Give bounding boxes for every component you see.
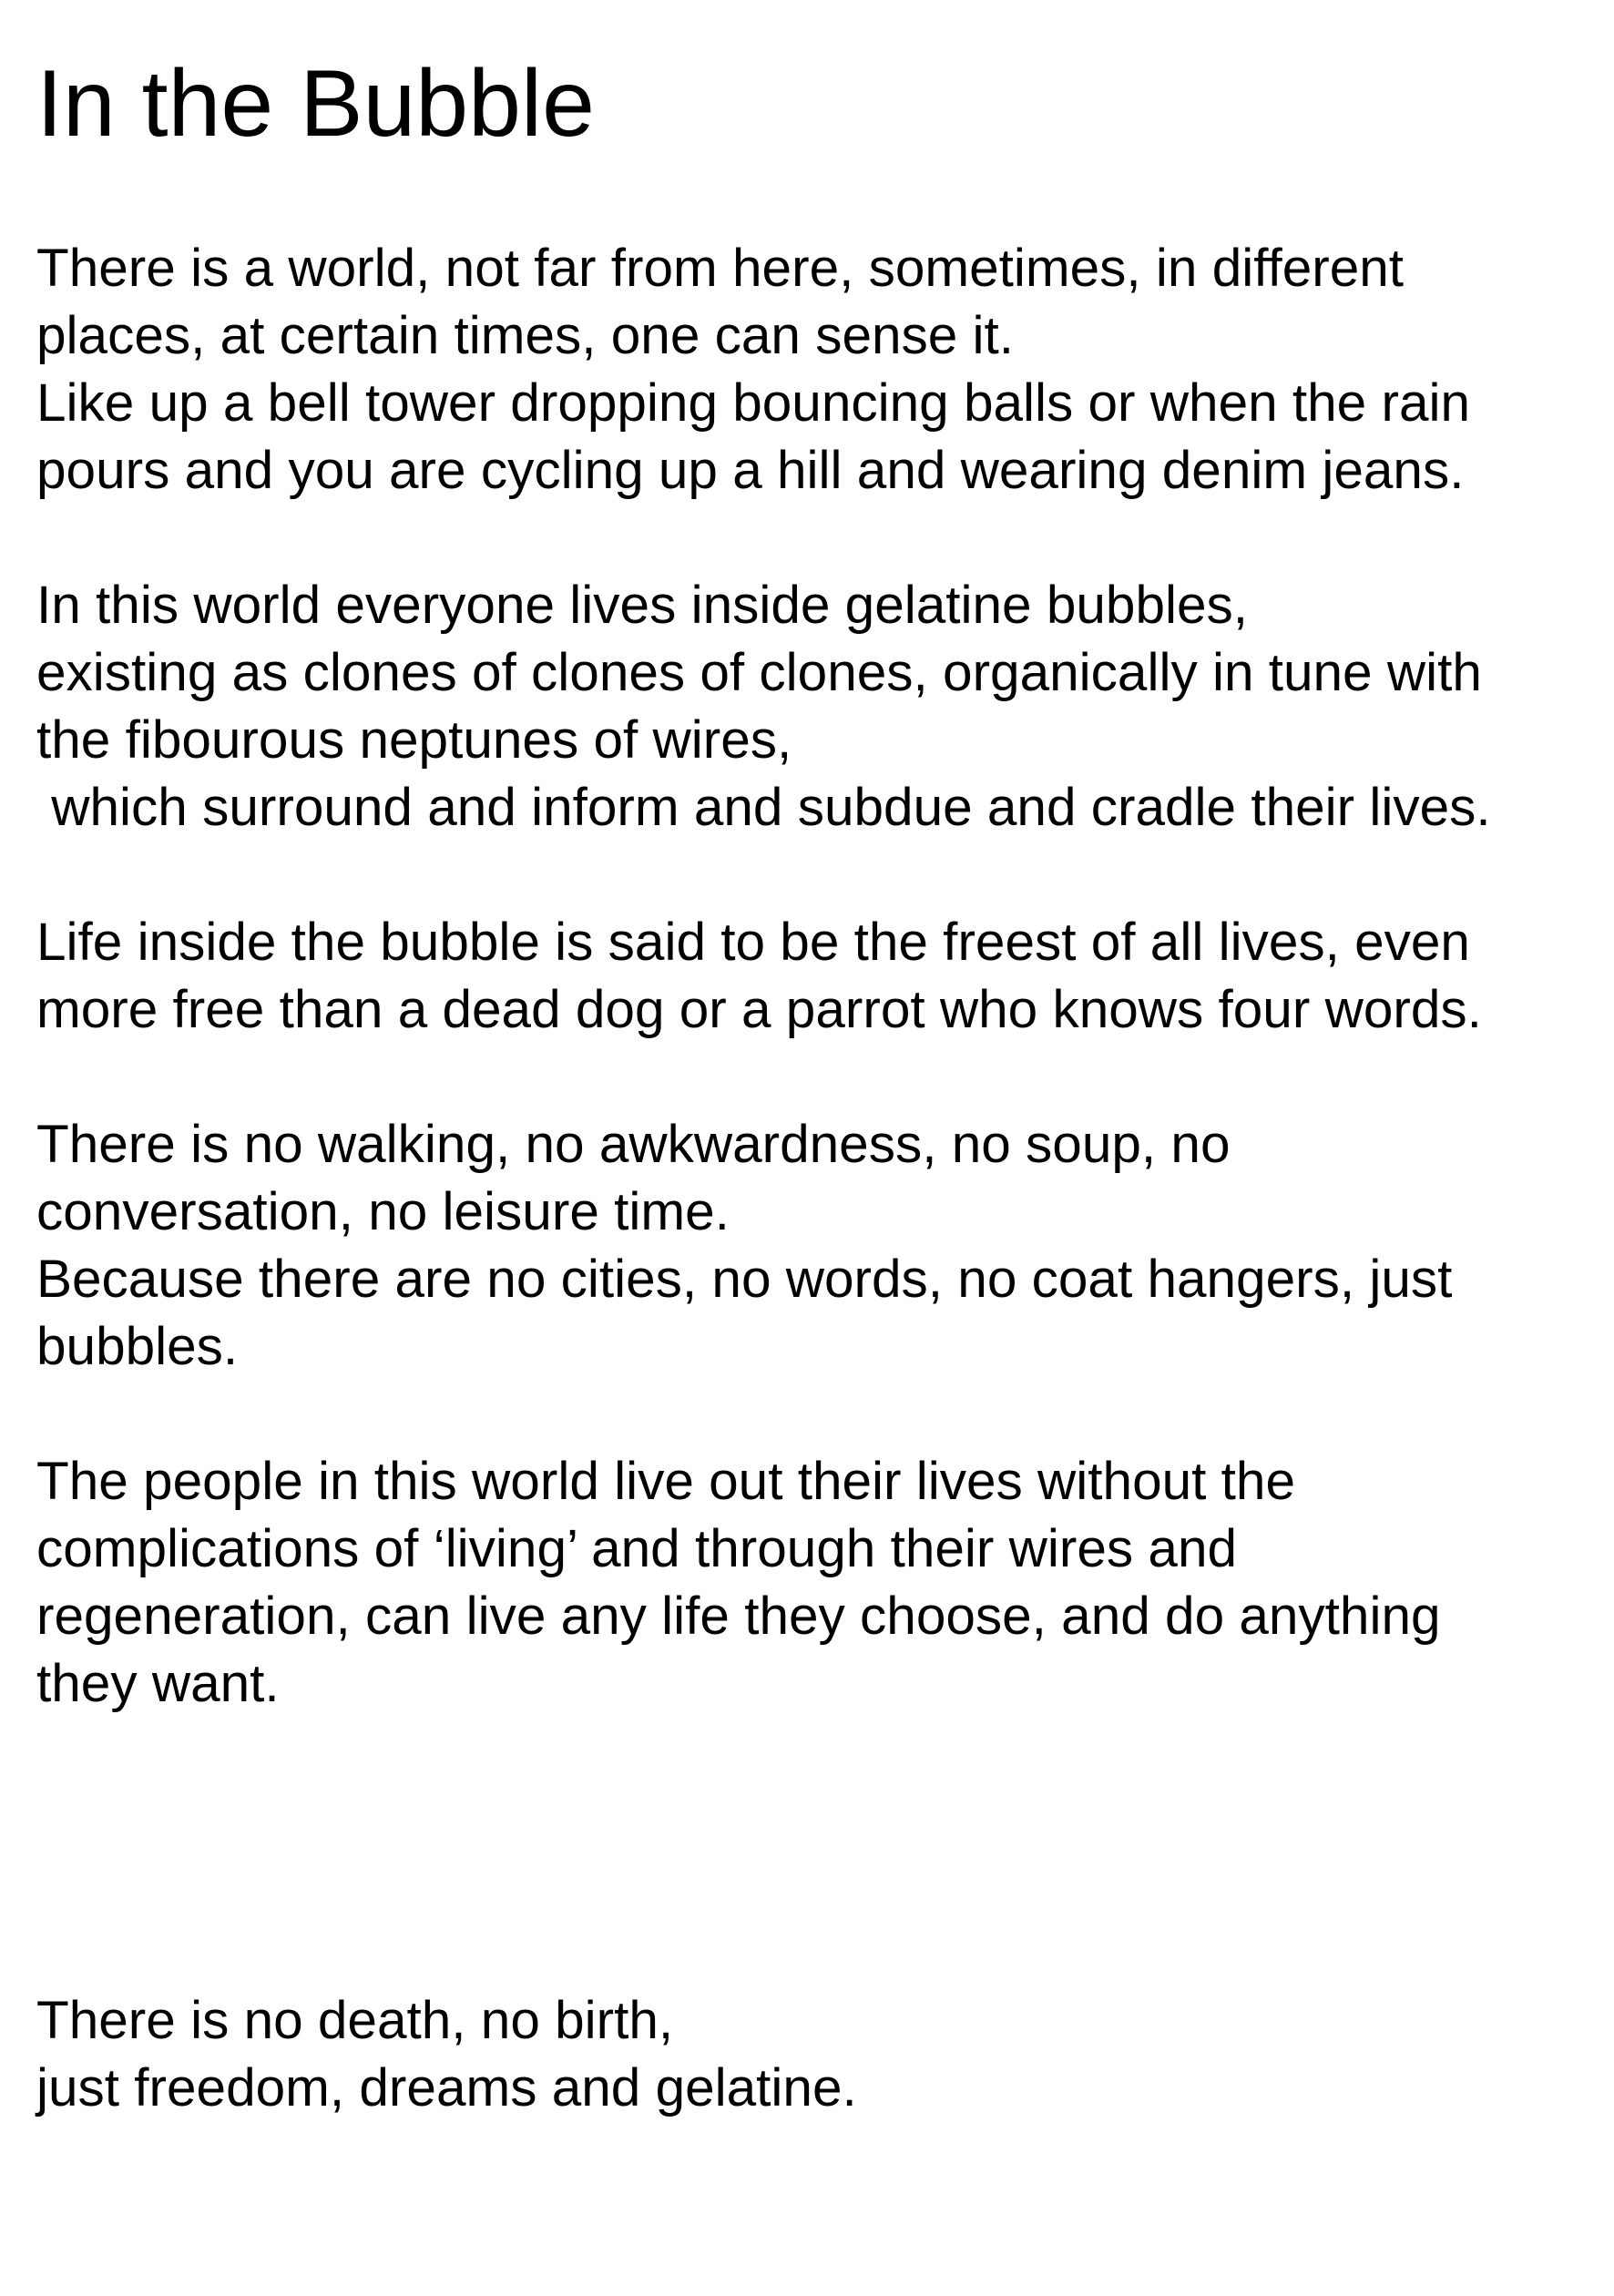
poem-line: they want.	[36, 1654, 280, 1713]
poem-line: There is no walking, no awkwardness, no soup, no	[36, 1115, 1231, 1174]
poem-line: Because there are no cities, no words, no coat hangers, just	[36, 1250, 1453, 1309]
poem-line: complications of ‘living’ and through their wires and	[36, 1519, 1238, 1578]
poem-line: There is a world, not far from here, sometimes, in different	[36, 239, 1405, 298]
poem-line: just freedom, dreams and gelatine.	[36, 2058, 857, 2117]
poem-line: the fibourous neptunes of wires,	[36, 710, 792, 770]
poem-line: Like up a bell tower dropping bouncing balls or when the rain	[36, 373, 1471, 433]
poem-line: Life inside the bubble is said to be the freest of all lives, even	[36, 913, 1470, 972]
poem-line: There is no death, no birth,	[36, 1991, 674, 2050]
poem-line: conversation, no leisure time.	[36, 1182, 730, 1241]
poem-line: existing as clones of clones of clones, organically in tune with	[36, 643, 1482, 702]
poem-line: pours and you are cycling up a hill and wearing denim jeans.	[36, 441, 1465, 500]
poem-line: regeneration, can live any life they choose, and do anything	[36, 1587, 1441, 1646]
poem-line: In this world everyone lives inside gelatine bubbles,	[36, 576, 1249, 635]
poem-line: which surround and inform and subdue and cradle their lives.	[36, 778, 1491, 837]
document-title: In the Bubble	[36, 51, 595, 157]
poem-line: places, at certain times, one can sense it.	[36, 306, 1015, 365]
poem-line: more free than a dead dog or a parrot who knows four words.	[36, 980, 1482, 1039]
poem-line: The people in this world live out their lives without the	[36, 1452, 1295, 1511]
poem-line: bubbles.	[36, 1317, 239, 1376]
